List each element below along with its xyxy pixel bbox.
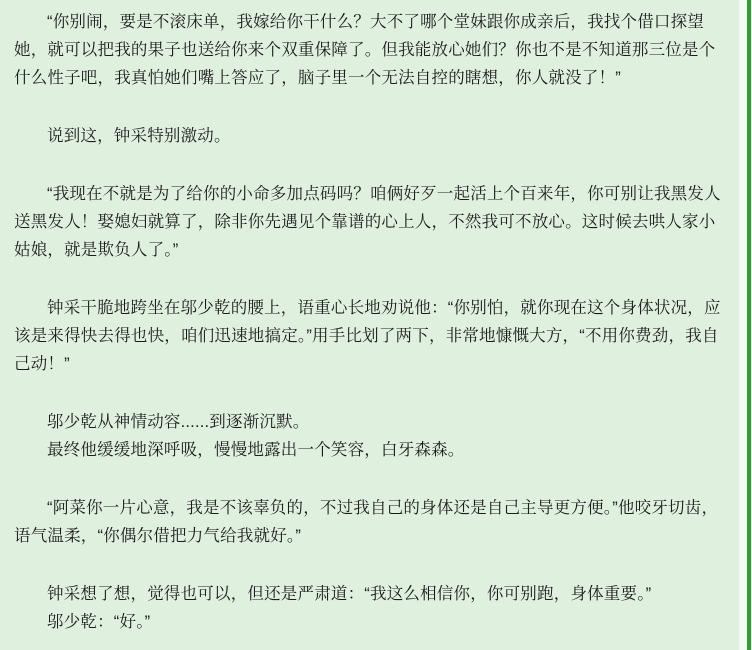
right-edge-border bbox=[747, 0, 751, 650]
paragraph: “我现在不就是为了给你的小命多加点码吗？咱俩好歹一起活上个百来年，你可别让我黑发人送黑发人！娶媳妇就算了，除非你先遇见个靠谱的心上人，不然我可不放心。这时候去哄人家小姑娘，就是欺负人了。” bbox=[14, 185, 721, 259]
paragraph: 说到这，钟采特别激动。 bbox=[47, 127, 231, 145]
paragraph: 邬少乾从神情动容......到逐渐沉默。 bbox=[47, 413, 310, 431]
paragraph: 钟采干脆地跨坐在邬少乾的腰上，语重心长地劝说他：“你别怕，就你现在这个身体状况，应该是来得快去得也快，咱们迅速地搞定。”用手比划了两下，非常地慷慨大方，“不用你费劲，我自己动！” bbox=[14, 299, 721, 373]
paragraph: 钟采想了想，觉得也可以，但还是严肃道：“我这么相信你，你可别跑，身体重要。” bbox=[47, 585, 652, 603]
paragraph: 最终他缓缓地深呼吸，慢慢地露出一个笑容，白牙森森。 bbox=[47, 441, 465, 459]
paragraph: 邬少乾：“好。” bbox=[47, 613, 151, 631]
paragraph: “你别闹，要是不滚床单，我嫁给你干什么？大不了哪个堂妹跟你成亲后，我找个借口探望她，就可以把我的果子也送给你来个双重保障了。但我能放心她们？你也不是不知道那三位是个什么性子吧，我真怕她们嘴上答应了，脑子里一个无法自控的瞎想，你人就没了！” bbox=[14, 13, 716, 87]
paragraph: “阿菜你一片心意，我是不该辜负的，不过我自己的身体还是自己主导更方便。”他咬牙切齿，语气温柔，“你偶尔借把力气给我就好。” bbox=[14, 499, 719, 545]
